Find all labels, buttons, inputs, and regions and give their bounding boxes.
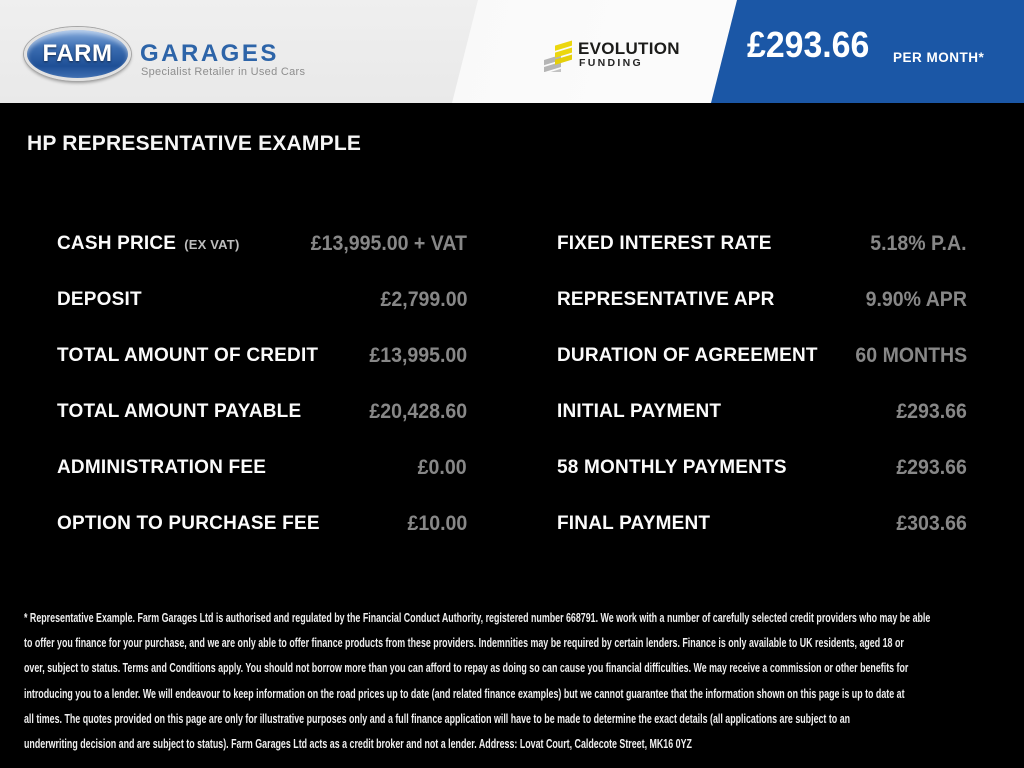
finance-row-value: £0.00 <box>418 456 467 479</box>
finance-row-value: £293.66 <box>896 400 967 423</box>
finance-row-value: £13,995.00 <box>369 344 467 367</box>
disclaimer-line: to offer you finance for your purchase, and we are only able to offer finance products from these providers. Indemnities may be required by certain lenders. Finance is only available to UK residents, aged 18 or <box>24 636 904 651</box>
garages-wordmark: GARAGES <box>140 40 279 67</box>
disclaimer-line: underwriting decision and are subject to status). Farm Garages Ltd acts as a credit broker and not a lender. Address: Lovat Court, Caldecote Street, MK16 0YZ <box>24 736 692 751</box>
finance-row-value: £293.66 <box>896 456 967 479</box>
farm-oval-label: FARM <box>42 40 113 67</box>
finance-row-value: 5.18% P.A. <box>870 232 967 255</box>
finance-row-label: CASH PRICE (EX VAT) <box>57 233 240 254</box>
table-row <box>57 216 467 272</box>
finance-row-sublabel: (EX VAT) <box>184 237 240 252</box>
disclaimer-line: introducing you to a lender. We will endeavour to keep information on the road prices up to date (and related finance examples) but we cannot guarantee that the information shown on this page is up to date at <box>24 686 905 701</box>
finance-row-label: TOTAL AMOUNT PAYABLE <box>57 401 302 422</box>
farm-oval-badge <box>24 27 131 81</box>
finance-row-label: OPTION TO PURCHASE FEE <box>57 513 320 534</box>
monthly-price-amount: £293.66 <box>747 24 870 65</box>
evolution-sub-wordmark: FUNDING <box>579 57 643 69</box>
evolution-stack-icon <box>544 34 574 72</box>
disclaimer-line: over, subject to status. Terms and Conditions apply. You should not borrow more than you can afford to repay as doing so can cause you financial difficulties. We may receive a commission or other benefits for <box>24 661 909 676</box>
finance-row-label: 58 MONTHLY PAYMENTS <box>557 457 787 478</box>
finance-row-label: DEPOSIT <box>57 289 142 310</box>
disclaimer-line: * Representative Example. Farm Garages Ltd is authorised and regulated by the Financial Conduct Authority, registered number 668791. We work with a number of carefully selected credit providers who may be able <box>24 611 931 625</box>
table-row <box>557 216 967 272</box>
table-row <box>557 272 967 328</box>
finance-row-value: £20,428.60 <box>369 400 467 423</box>
evolution-wordmark: EVOLUTION <box>578 39 680 58</box>
table-row <box>557 328 967 384</box>
page-title: HP REPRESENTATIVE EXAMPLE <box>27 132 362 155</box>
table-row <box>57 496 467 552</box>
monthly-price-suffix: PER MONTH* <box>893 50 985 65</box>
disclaimer-line: all times. The quotes provided on this page are only for illustrative purposes only and a full finance application will have to be made to determine the exact details (all applications are subject to an <box>24 711 851 726</box>
table-row <box>57 328 467 384</box>
table-row <box>557 440 967 496</box>
finance-row-value: £303.66 <box>896 512 967 535</box>
finance-row-label: ADMINISTRATION FEE <box>57 457 267 478</box>
finance-row-value: £2,799.00 <box>380 288 467 311</box>
finance-row-label: INITIAL PAYMENT <box>557 401 722 422</box>
farm-tagline: Specialist Retailer in Used Cars <box>141 66 306 78</box>
table-row <box>57 440 467 496</box>
disclaimer <box>24 606 1019 757</box>
finance-row-label: REPRESENTATIVE APR <box>557 289 775 310</box>
table-row <box>57 384 467 440</box>
table-row <box>557 496 967 552</box>
finance-row-value: £10.00 <box>407 512 467 535</box>
header <box>0 0 1024 103</box>
finance-column-right <box>557 216 967 552</box>
finance-panel <box>0 103 1024 768</box>
finance-column-left <box>57 216 467 552</box>
finance-row-label: FIXED INTEREST RATE <box>557 233 772 254</box>
finance-table <box>57 216 967 552</box>
finance-row-label: DURATION OF AGREEMENT <box>557 345 818 366</box>
table-row <box>557 384 967 440</box>
finance-row-label: FINAL PAYMENT <box>557 513 711 534</box>
finance-row-value: 9.90% APR <box>865 288 967 311</box>
finance-row-label: TOTAL AMOUNT OF CREDIT <box>57 345 319 366</box>
finance-row-value: 60 MONTHS <box>855 344 967 367</box>
table-row <box>57 272 467 328</box>
finance-row-value: £13,995.00 + VAT <box>310 232 467 255</box>
